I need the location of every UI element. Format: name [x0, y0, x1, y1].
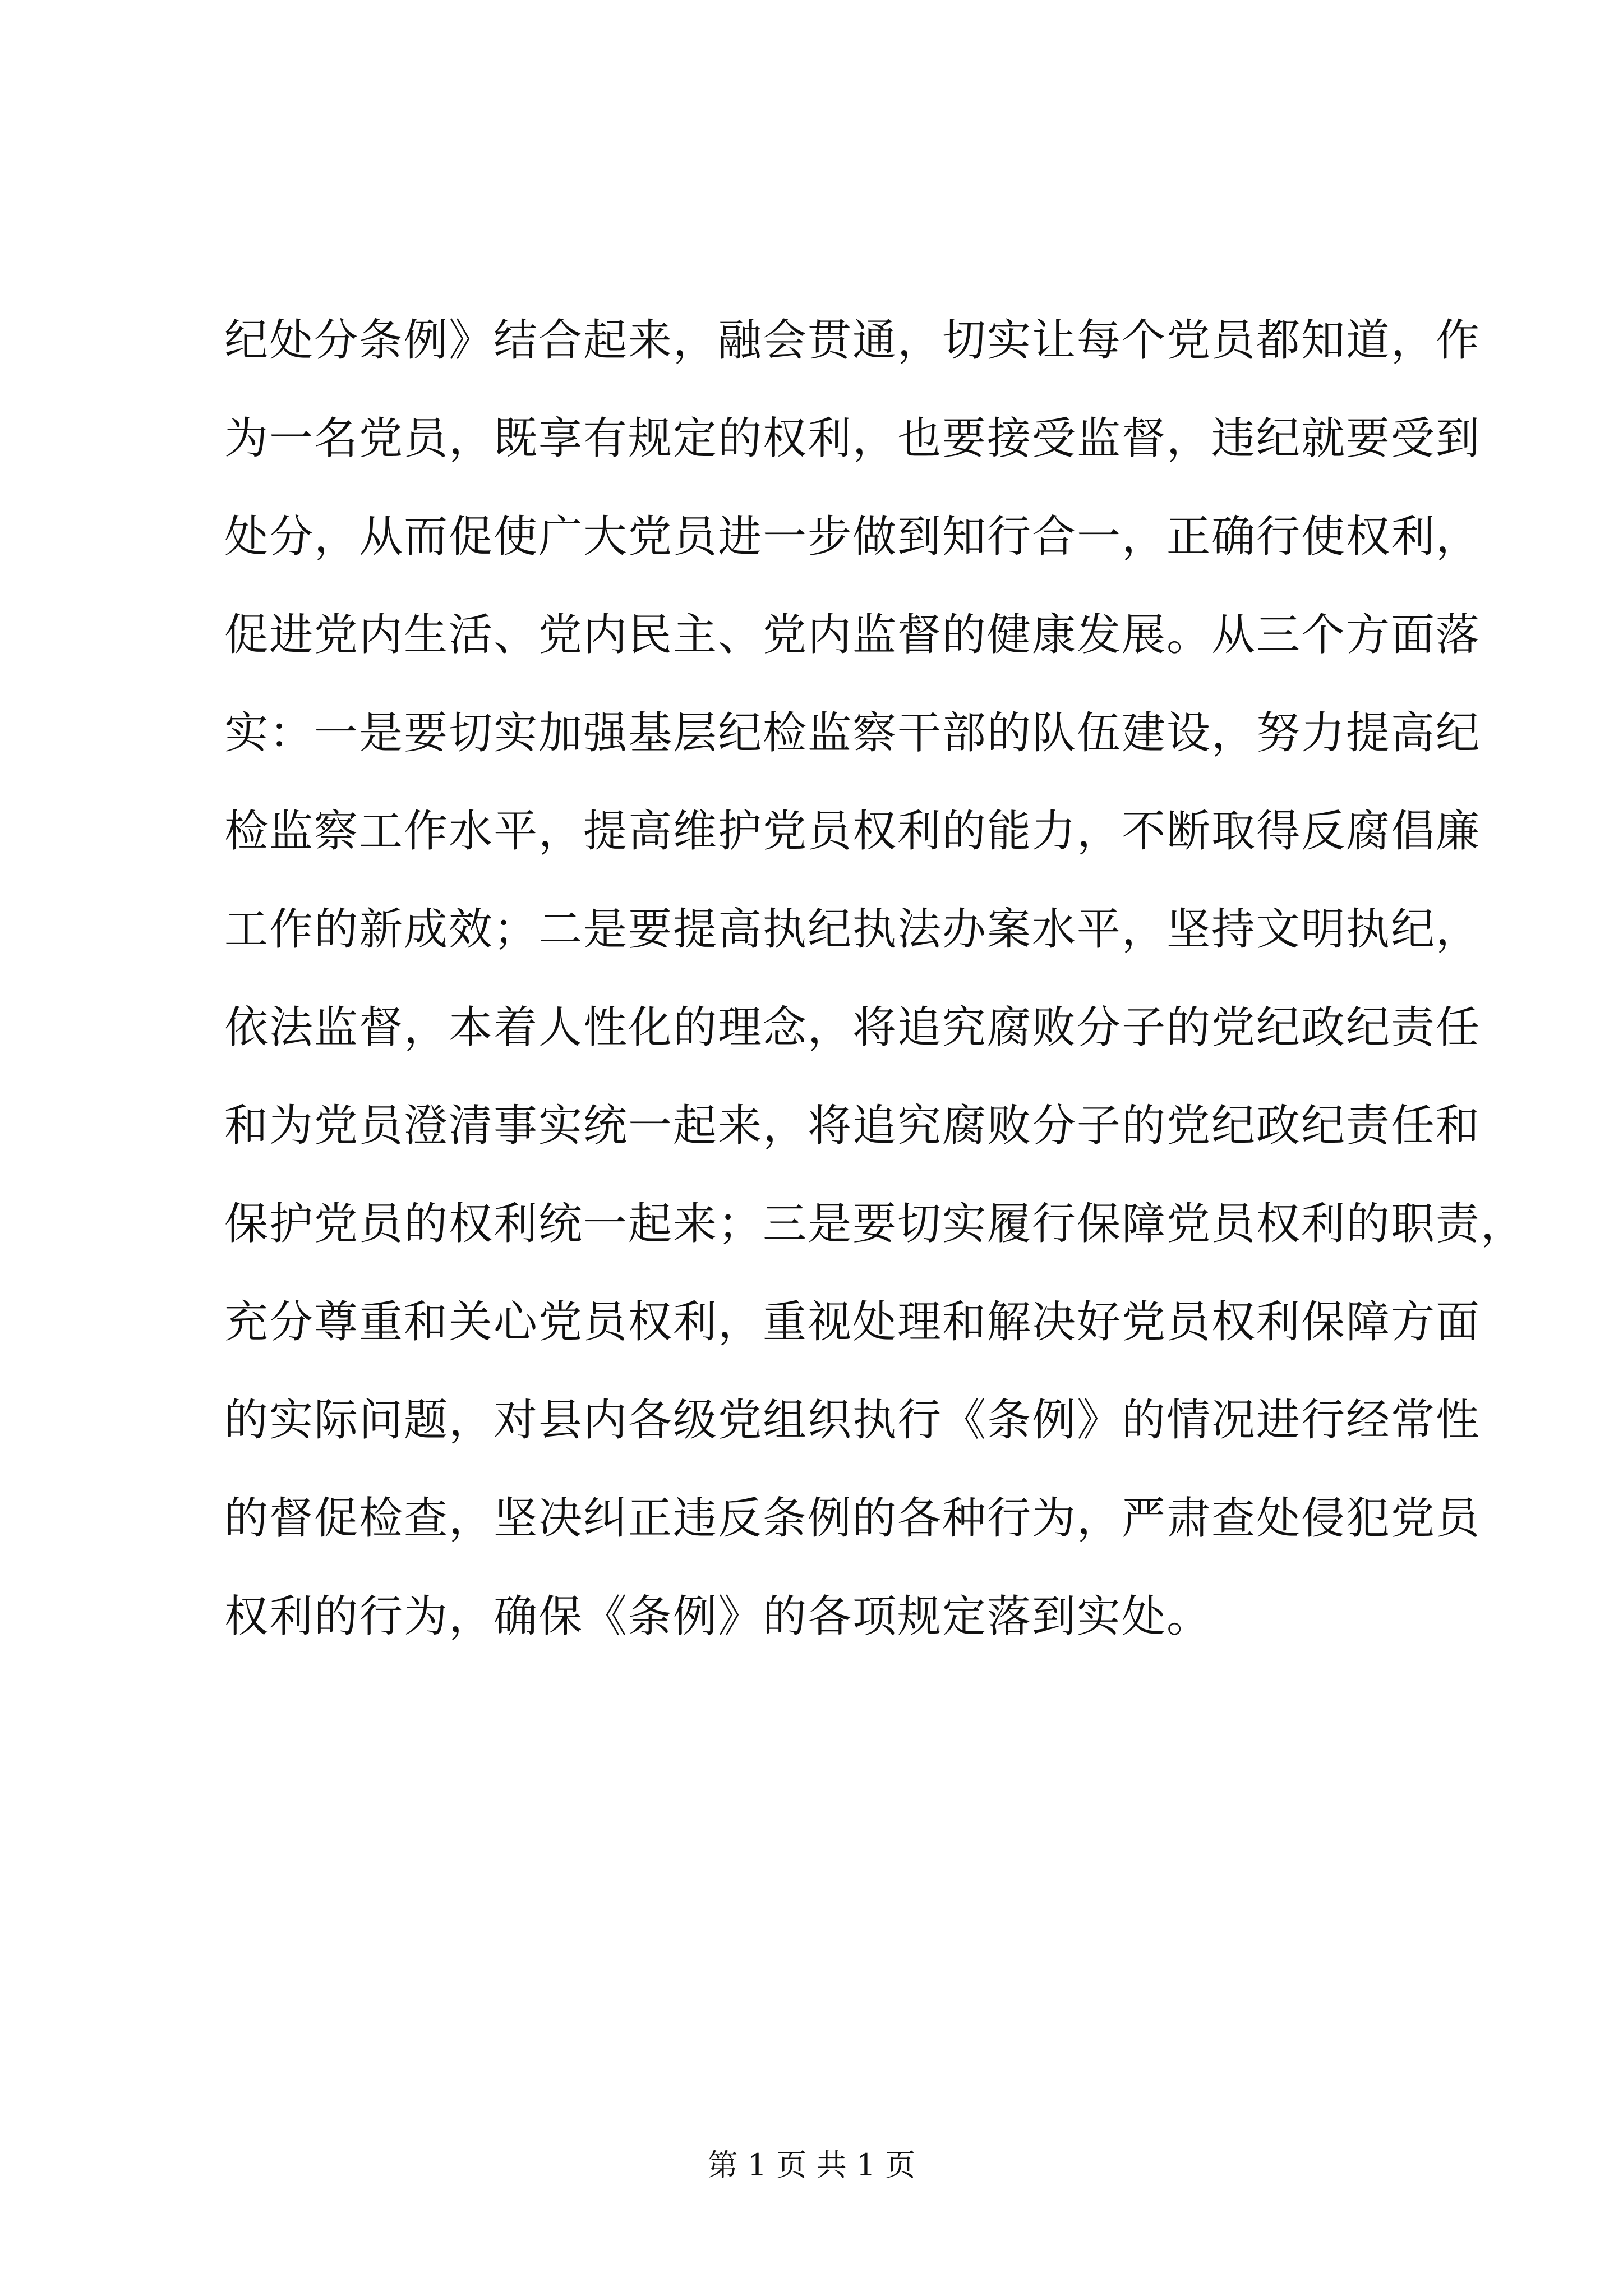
page-number-footer: 第 1 页 共 1 页 [707, 2147, 916, 2183]
paragraph-line: 依法监督，本着人性化的理念，将追究腐败分子的党纪政纪责任 [224, 1002, 1481, 1053]
paragraph-line: 检监察工作水平，提高维护党员权利的能力，不断取得反腐倡廉 [224, 806, 1481, 857]
paragraph-line: 充分尊重和关心党员权利，重视处理和解决好党员权利保障方面 [224, 1297, 1481, 1347]
body-paragraph [224, 292, 1526, 1666]
paragraph-line: 和为党员澄清事实统一起来，将追究腐败分子的党纪政纪责任和 [224, 1101, 1481, 1151]
paragraph-line: 的督促检查，坚决纠正违反条例的各种行为，严肃查处侵犯党员 [224, 1493, 1481, 1544]
paragraph-line: 处分，从而促使广大党员进一步做到知行合一，正确行使权利， [224, 512, 1481, 562]
paragraph-line: 为一名党员，既享有规定的权利，也要接受监督，违纪就要受到 [224, 413, 1481, 464]
paragraph-line: 实：一是要切实加强基层纪检监察干部的队伍建设，努力提高纪 [224, 708, 1481, 758]
paragraph-line: 纪处分条例》结合起来，融会贯通，切实让每个党员都知道，作 [224, 315, 1481, 366]
paragraph-line: 工作的新成效；二是要提高执纪执法办案水平，坚持文明执纪， [224, 904, 1481, 955]
paragraph-line: 促进党内生活、党内民主、党内监督的健康发展。从三个方面落 [224, 610, 1481, 660]
paragraph-line: 保护党员的权利统一起来；三是要切实履行保障党员权利的职责， [224, 1199, 1526, 1249]
paragraph-line: 权利的行为，确保《条例》的各项规定落到实处。 [224, 1591, 1212, 1642]
paragraph-line: 的实际问题，对县内各级党组织执行《条例》的情况进行经常性 [224, 1395, 1481, 1446]
